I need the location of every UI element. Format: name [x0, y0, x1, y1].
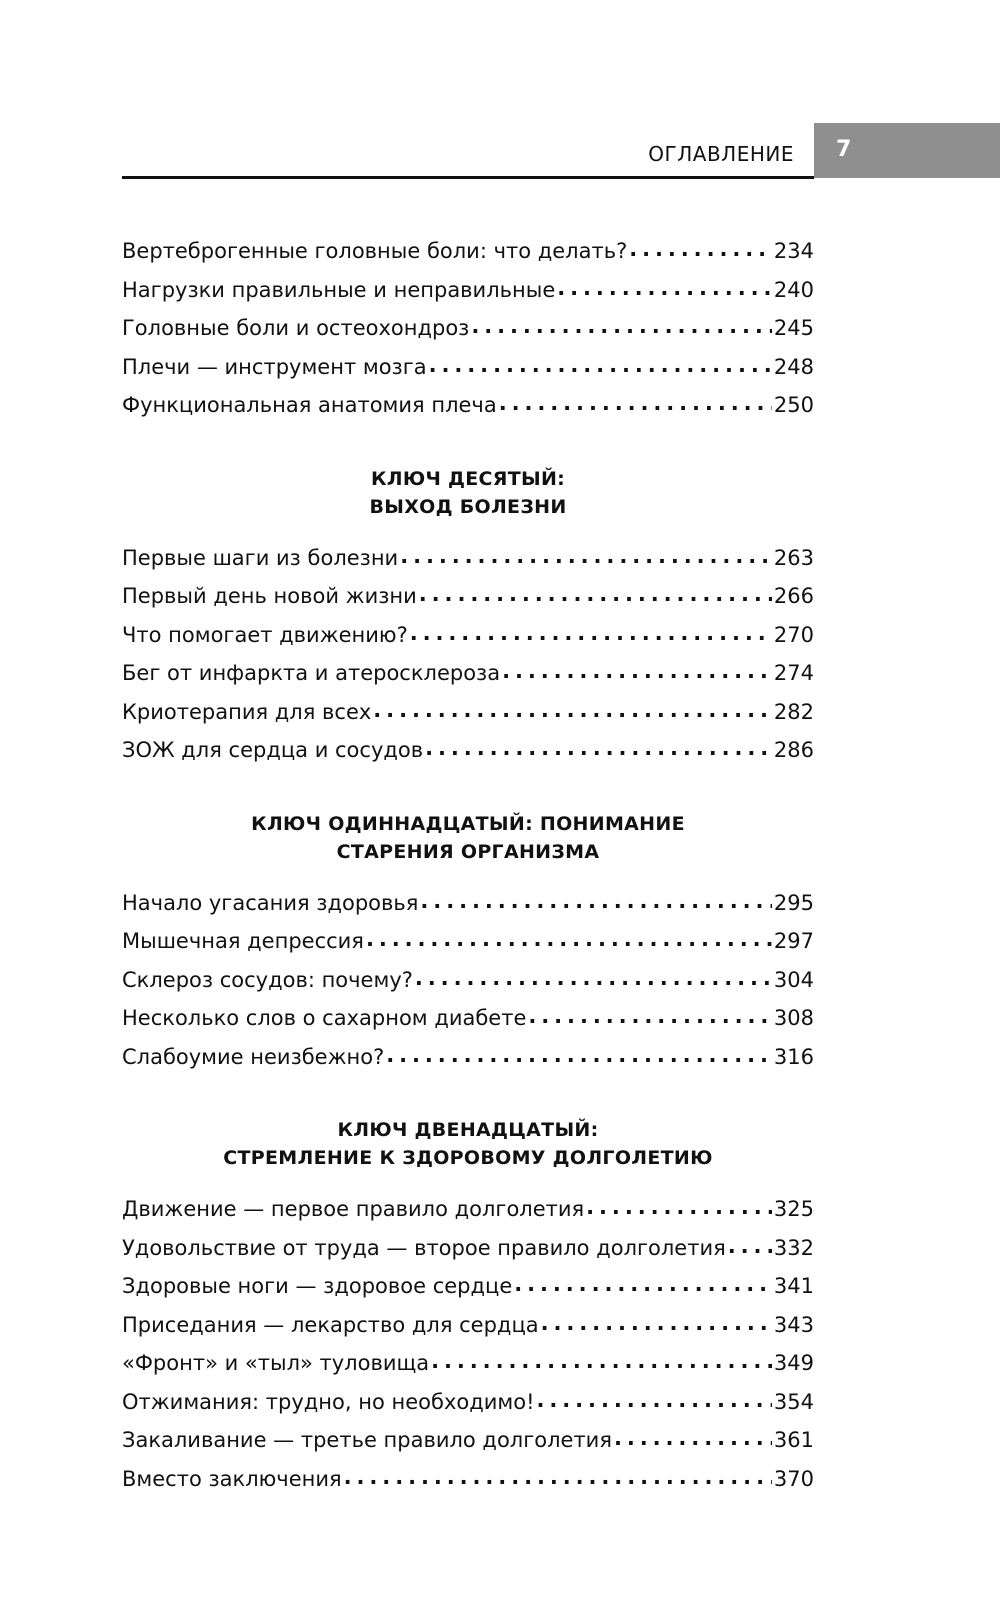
- toc-entry-page-number: 349: [773, 1351, 814, 1375]
- toc-entry[interactable]: [122, 386, 814, 425]
- toc-entry[interactable]: [122, 616, 814, 655]
- toc-entry-title: Начало угасания здоровья: [122, 890, 419, 915]
- dot-leader: [471, 307, 772, 346]
- toc-section: [122, 810, 814, 1077]
- dot-leader: [420, 882, 771, 921]
- toc-entry-title: Несколько слов о сахарном диабете: [122, 1006, 527, 1030]
- toc-entry-page-number: 297: [773, 929, 814, 953]
- toc-entry[interactable]: [122, 999, 814, 1038]
- toc-entry-page-number: 325: [773, 1197, 814, 1221]
- dot-leader: [429, 346, 772, 385]
- toc-section: [122, 1116, 814, 1498]
- page-number: 7: [836, 137, 852, 162]
- toc-entry-page-number: 354: [773, 1389, 814, 1414]
- toc-entry-title: Первые шаги из болезни: [122, 545, 399, 570]
- toc-entry-title: Отжимания: трудно, но необходимо!: [122, 1389, 535, 1414]
- page-number-tab: [814, 123, 1000, 178]
- toc-entry-page-number: 250: [773, 393, 814, 417]
- toc-entry[interactable]: [122, 1190, 814, 1229]
- dot-leader: [541, 1304, 772, 1343]
- toc-entry[interactable]: [122, 1267, 814, 1306]
- toc-entry[interactable]: [122, 731, 814, 770]
- toc-entry-title: Криотерапия для всех: [122, 699, 372, 724]
- toc-entry-page-number: 263: [773, 545, 814, 570]
- section-heading: [122, 1116, 814, 1172]
- toc-entry-page-number: 341: [773, 1274, 814, 1298]
- toc-entry-title: Что помогает движению?: [122, 622, 408, 647]
- dot-leader: [728, 1227, 772, 1266]
- toc-entry-title: ЗОЖ для сердца и сосудов: [122, 738, 424, 762]
- toc-entry-title: Бег от инфаркта и атеросклероза: [122, 661, 501, 685]
- toc-entry-title: «Фронт» и «тыл» туловища: [122, 1351, 430, 1375]
- toc-entry-page-number: 274: [773, 661, 814, 685]
- toc-entry[interactable]: [122, 348, 814, 387]
- toc-entry-title: Вертеброгенные головные боли: что делать?: [122, 239, 628, 263]
- toc-entry-page-number: 240: [773, 277, 814, 302]
- section-heading: [122, 810, 814, 866]
- toc-entry-page-number: 234: [773, 239, 814, 263]
- toc-entry-title: Движение — первое правило долголетия: [122, 1197, 585, 1221]
- toc-entry[interactable]: [122, 693, 814, 732]
- dot-leader: [373, 691, 772, 730]
- dot-leader: [528, 997, 772, 1036]
- toc-entry-page-number: 316: [773, 1044, 814, 1069]
- toc-entry[interactable]: [122, 1383, 814, 1422]
- toc-entry-page-number: 370: [773, 1466, 814, 1491]
- toc-entry[interactable]: [122, 1038, 814, 1077]
- toc-entry-title: Склероз сосудов: почему?: [122, 967, 413, 992]
- toc-entry[interactable]: [122, 1306, 814, 1345]
- dot-leader: [629, 230, 772, 269]
- toc-entry-title: Здоровые ноги — здоровое сердце: [122, 1274, 513, 1298]
- toc-entry-page-number: 245: [773, 316, 814, 340]
- toc-entry[interactable]: [122, 922, 814, 961]
- toc-entry-title: Вместо заключения: [122, 1466, 342, 1491]
- toc-entry-page-number: 266: [773, 584, 814, 608]
- toc-entry[interactable]: [122, 1460, 814, 1499]
- toc-entry-page-number: 308: [773, 1006, 814, 1030]
- toc-entry[interactable]: [122, 577, 814, 616]
- toc-entry-page-number: 286: [773, 738, 814, 762]
- toc-entry-title: Первый день новой жизни: [122, 584, 417, 608]
- toc-entry-title: Приседания — лекарство для сердца: [122, 1312, 539, 1337]
- toc-entry[interactable]: [122, 654, 814, 693]
- dot-leader: [415, 959, 772, 998]
- section-heading-line: КЛЮЧ ДЕСЯТЫЙ:: [370, 467, 566, 490]
- dot-leader: [400, 537, 772, 576]
- toc-entry-title: Головные боли и остеохондроз: [122, 316, 470, 340]
- toc-entry[interactable]: [122, 232, 814, 271]
- section-heading-line: КЛЮЧ ДВЕНАДЦАТЫЙ:: [337, 1119, 599, 1141]
- section-heading-line: КЛЮЧ ОДИННАДЦАТЫЙ: ПОНИМАНИЕ: [251, 812, 685, 835]
- toc-section: [122, 465, 814, 770]
- dot-leader: [366, 920, 772, 959]
- toc-entry-page-number: 304: [773, 967, 814, 992]
- running-head: [122, 140, 814, 179]
- dot-leader: [419, 575, 772, 614]
- toc-entry[interactable]: [122, 1229, 814, 1268]
- dot-leader: [614, 1419, 772, 1458]
- toc-entry-page-number: 332: [773, 1235, 814, 1260]
- section-heading-line: СТРЕМЛЕНИЕ К ЗДОРОВОМУ ДОЛГОЛЕТИЮ: [223, 1147, 713, 1169]
- toc-entry-page-number: 248: [773, 354, 814, 379]
- section-heading-line: ВЫХОД БОЛЕЗНИ: [369, 495, 567, 518]
- table-of-contents: [122, 232, 814, 1498]
- toc-entry[interactable]: [122, 1344, 814, 1383]
- toc-entry-page-number: 270: [773, 622, 814, 647]
- toc-entry[interactable]: [122, 1421, 814, 1460]
- dot-leader: [344, 1458, 772, 1497]
- dot-leader: [514, 1265, 772, 1304]
- running-head-title: ОГЛАВЛЕНИЕ: [648, 142, 794, 166]
- section-heading-line: СТАРЕНИЯ ОРГАНИЗМА: [336, 840, 600, 863]
- dot-leader: [410, 614, 772, 653]
- dot-leader: [586, 1188, 772, 1227]
- section-heading: [122, 465, 814, 521]
- toc-entry-title: Плечи — инструмент мозга: [122, 354, 427, 379]
- dot-leader: [425, 729, 772, 768]
- toc-entry-title: Слабоумие неизбежно?: [122, 1044, 385, 1069]
- dot-leader: [502, 652, 772, 691]
- toc-entry-page-number: 282: [773, 699, 814, 724]
- dot-leader: [537, 1381, 772, 1420]
- toc-entry[interactable]: [122, 539, 814, 578]
- toc-section: [122, 232, 814, 425]
- dot-leader: [386, 1036, 772, 1075]
- toc-entry[interactable]: [122, 271, 814, 310]
- dot-leader: [431, 1342, 772, 1381]
- dot-leader: [557, 269, 772, 308]
- toc-entry-title: Закаливание — третье правило долголетия: [122, 1428, 612, 1452]
- toc-entry-title: Удовольствие от труда — второе правило долголетия: [122, 1235, 726, 1260]
- toc-entry-title: Функциональная анатомия плеча: [122, 393, 497, 417]
- toc-entry-page-number: 361: [773, 1428, 814, 1452]
- toc-entry-page-number: 343: [773, 1312, 814, 1337]
- toc-entry-title: Мышечная депрессия: [122, 929, 364, 953]
- toc-entry[interactable]: [122, 884, 814, 923]
- toc-entry[interactable]: [122, 961, 814, 1000]
- dot-leader: [499, 384, 772, 423]
- toc-entry-page-number: 295: [773, 890, 814, 915]
- toc-entry-title: Нагрузки правильные и неправильные: [122, 277, 556, 302]
- toc-entry[interactable]: [122, 309, 814, 348]
